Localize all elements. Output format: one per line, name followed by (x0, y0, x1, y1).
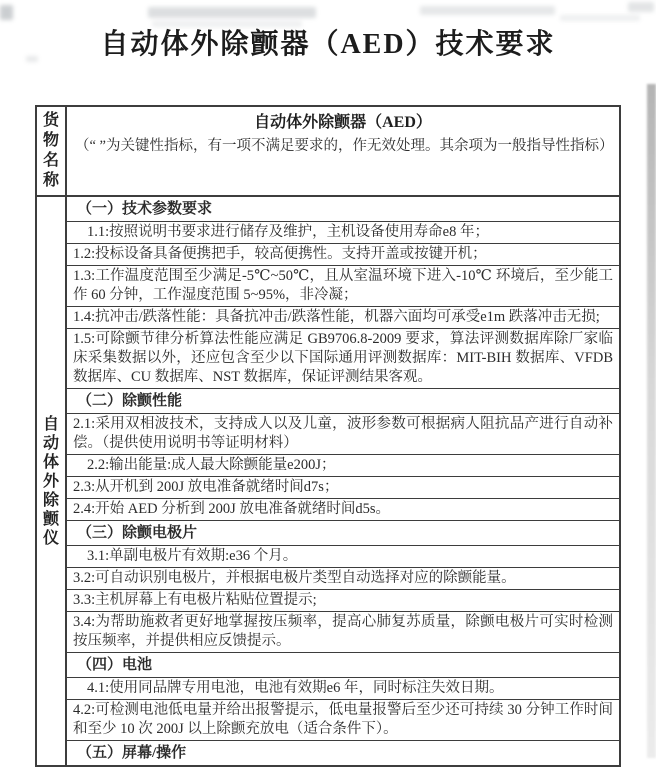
table-body-row (37, 197, 619, 765)
spec-item-row: 1.3:工作温度范围至少满足-5℃~50℃，且从室温环境下进入-10℃ 环境后，至少能工作 60 分钟，工作湿度范围 5~95%，非冷凝； (67, 266, 619, 307)
spec-item-row: 3.2:可自动识别电极片，并根据电极片类型自动选择对应的除颤能量。 (67, 568, 619, 590)
page-title: 自动体外除颤器（AED）技术要求 (100, 29, 556, 60)
spec-item-row: 2.1:采用双相波技术，支持成人以及儿童，波形参数可根据病人阻抗品产进行自动补偿。（提供使用说明书等证明材料） (67, 414, 619, 455)
spec-section-row: （四）电池 (67, 653, 619, 678)
key-indicator-note: （“ ”为关键性指标，有一项不满足要求的，作无效处理。其余项为一般指导性指标） (75, 138, 614, 154)
scan-smudge (148, 7, 316, 18)
spec-item-row: 4.2:可检测电池低电量并给出报警提示，低电量报警后至少还可持续 30 分钟工作时间和至少 10 次 200J 以上除颤充放电（适合条件下）。 (67, 700, 619, 741)
product-title: 自动体外除颤器（AED） (254, 114, 432, 131)
spec-item-row: 1.5:可除颤节律分析算法性能应满足 GB9706.8-2009 要求，算法评测数据库除厂家临床采集数据以外，还应包含至少以下国际通用评测数据库：MIT-BIH 数据库、VFDB 数据库、CU 数据库、NST 数据库，保证评测结果客观。 (67, 329, 619, 389)
spec-item-row: 3.1:单副电极片有效期:e36 个月。 (67, 546, 619, 568)
scan-smudge (420, 6, 555, 15)
spec-item-row: 2.2:输出能量:成人最大除颤能量e200J； (67, 455, 619, 477)
spec-item-row: 1.1:按照说明书要求进行储存及维护，主机设备使用寿命e8 年； (67, 222, 619, 244)
device-name-cell (37, 197, 67, 765)
spec-rows (67, 197, 619, 765)
goods-name-label: 货物名称 (42, 112, 59, 189)
spec-item-row: 2.4:开始 AED 分析到 200J 放电准备就绪时间d5s。 (67, 499, 619, 521)
spec-item-row: 2.3:从开机到 200J 放电准备就绪时间d7s； (67, 477, 619, 499)
scan-smudge (628, 2, 654, 12)
spec-item-row: 1.4:抗冲击/跌落性能：具备抗冲击/跌落性能，机器六面均可承受e1m 跌落冲击无损; (67, 307, 619, 329)
spec-section-row: （五）屏幕/操作 (77, 745, 187, 761)
spec-section-row: （二）除颤性能 (67, 389, 619, 414)
scan-smudge (560, 15, 640, 21)
spec-item-row: 1.2:投标设备具备便携把手，较高便携性。支持开盖或按键开机； (67, 244, 619, 266)
device-name-label: 自动体外除颤仪 (42, 415, 59, 547)
table-header-row (37, 107, 619, 197)
goods-name-cell (37, 107, 67, 195)
spec-section-row: （一）技术参数要求 (67, 197, 619, 222)
header-content-cell (67, 107, 619, 195)
spec-item-row: 4.1:使用同品牌专用电池，电池有效期e6 年，同时标注失效日期。 (67, 678, 619, 700)
requirements-table (35, 105, 621, 767)
spec-section-row: （三）除颤电极片 (67, 521, 619, 546)
spec-item-row: 3.3:主机屏幕上有电极片粘贴位置提示; (67, 590, 619, 612)
scan-smudge (0, 5, 13, 20)
spec-item-row: 3.4:为帮助施救者更好地掌握按压频率，提高心肺复苏质量，除颤电极片可实时检测按压频率，并提供相应反馈提示。 (67, 612, 619, 653)
scan-edge-band (647, 84, 656, 758)
